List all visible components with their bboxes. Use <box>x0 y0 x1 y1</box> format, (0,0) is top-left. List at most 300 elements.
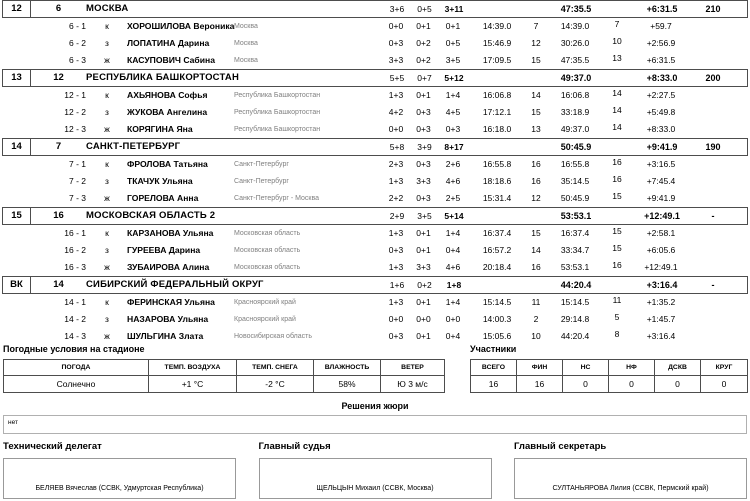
team-shoot1-cell: 1+6 <box>389 279 405 290</box>
participants-value-cell: 0 <box>563 376 609 392</box>
member-row <box>2 18 748 35</box>
member-bib-color-cell: ж <box>104 193 110 204</box>
member-shoot2-cell: 0+3 <box>416 107 431 118</box>
member-behind-cell: +3:16.4 <box>646 331 676 342</box>
member-leg-rank-cell: 14 <box>531 90 541 101</box>
team-points-cell: 190 <box>705 141 721 152</box>
member-name-cell: ФЕРИНСКАЯ Ульяна <box>127 297 215 308</box>
member-bib-color-cell: ж <box>104 55 110 66</box>
member-name-cell: ФРОЛОВА Татьяна <box>127 159 208 170</box>
member-name-cell: ЗУБАИРОВА Алина <box>127 262 210 273</box>
member-row <box>2 156 748 173</box>
team-shoot-total-cell: 5+14 <box>444 210 464 221</box>
member-cum-time-cell: 16:37.4 <box>560 228 590 239</box>
member-name-cell: КАСУПОВИЧ Сабина <box>127 55 215 66</box>
member-region-cell: Санкт-Петербург <box>234 178 289 185</box>
member-region-cell: Новосибирская область <box>234 333 312 340</box>
member-name-cell: КАРЗАНОВА Ульяна <box>127 228 214 239</box>
team-bib-cell: 12 <box>53 72 64 84</box>
member-behind-cell: +3:16.5 <box>646 159 676 170</box>
member-region-cell: Красноярский край <box>234 299 296 306</box>
team-members <box>2 225 748 276</box>
team-shoot-total-cell: 5+12 <box>444 72 464 83</box>
member-shoot-total-cell: 2+5 <box>445 193 461 204</box>
member-bib-color-cell: з <box>105 176 109 187</box>
member-shoot1-cell: 2+3 <box>388 159 404 170</box>
member-cum-time-cell: 33:34.7 <box>560 245 590 256</box>
team-block <box>2 0 748 69</box>
member-row <box>2 259 748 276</box>
participants-value-cell: 0 <box>609 376 655 392</box>
member-leg-rank-cell: 7 <box>533 21 539 32</box>
member-leg-time-cell: 16:37.4 <box>482 228 512 239</box>
member-leg-rank-cell: 13 <box>531 124 541 135</box>
member-cum-rank-cell: 7 <box>614 19 620 30</box>
team-members <box>2 87 748 138</box>
member-leg-rank-cell: 16 <box>531 262 541 273</box>
team-shoot-total-cell: 8+17 <box>444 141 464 152</box>
member-shoot2-cell: 0+2 <box>416 55 431 66</box>
member-leg-rank-cell: 11 <box>531 297 541 308</box>
member-id-cell: 12 - 3 <box>64 124 86 135</box>
member-bib-color-cell: з <box>105 245 109 256</box>
member-leg-rank-cell: 12 <box>531 38 541 49</box>
member-id-cell: 7 - 1 <box>68 159 86 170</box>
member-shoot1-cell: 0+0 <box>388 314 404 325</box>
member-shoot-total-cell: 0+4 <box>445 245 461 256</box>
member-behind-cell: +2:27.5 <box>646 90 676 101</box>
member-shoot2-cell: 0+1 <box>416 21 431 32</box>
member-id-cell: 7 - 2 <box>68 176 86 187</box>
team-behind-cell: +6:31.5 <box>646 3 678 14</box>
weather-table <box>3 359 445 393</box>
member-name-cell: ГОРЕЛОВА Анна <box>127 193 199 204</box>
official-block <box>514 441 747 499</box>
team-time-cell: 50:45.9 <box>560 141 592 152</box>
member-region-cell: Московская область <box>234 264 301 271</box>
member-behind-cell: +1:45.7 <box>646 314 676 325</box>
member-shoot-total-cell: 4+6 <box>445 262 461 273</box>
official-role: Главный судья <box>258 441 331 452</box>
member-behind-cell: +1:35.2 <box>646 297 676 308</box>
member-cum-rank-cell: 16 <box>612 157 622 168</box>
member-id-cell: 6 - 1 <box>68 21 86 32</box>
team-shoot2-cell: 0+2 <box>417 279 432 290</box>
member-leg-rank-cell: 15 <box>531 228 541 239</box>
team-time-cell: 53:53.1 <box>560 210 592 221</box>
participants-table <box>470 359 748 393</box>
participants-value-cell: 16 <box>517 376 563 392</box>
member-bib-color-cell: з <box>105 107 109 118</box>
member-cum-rank-cell: 15 <box>612 191 622 202</box>
member-shoot-total-cell: 2+6 <box>445 159 461 170</box>
weather-header-cell: ВЛАЖНОСТЬ <box>314 360 381 376</box>
member-row <box>2 242 748 259</box>
member-cum-time-cell: 35:14.5 <box>560 176 590 187</box>
member-name-cell: ЖУКОВА Ангелина <box>127 107 208 118</box>
team-block <box>2 276 748 345</box>
member-leg-time-cell: 15:05.6 <box>482 331 512 342</box>
member-leg-rank-cell: 15 <box>531 55 541 66</box>
participants-header-cell: НФ <box>609 360 655 376</box>
team-bib-cell: 14 <box>53 279 64 291</box>
member-shoot1-cell: 1+3 <box>388 90 404 101</box>
weather-value-cell: +1 °C <box>149 376 237 392</box>
member-shoot-total-cell: 4+6 <box>445 176 461 187</box>
member-cum-time-cell: 49:37.0 <box>560 124 590 135</box>
member-region-cell: Республика Башкортостан <box>234 109 321 116</box>
member-row <box>2 52 748 69</box>
member-shoot-total-cell: 1+4 <box>445 297 461 308</box>
official-role: Технический делегат <box>3 441 102 452</box>
member-shoot2-cell: 0+1 <box>416 245 431 256</box>
member-shoot1-cell: 2+2 <box>388 193 404 204</box>
member-cum-time-cell: 16:06.8 <box>560 90 590 101</box>
weather-value-cell: Ю 3 м/с <box>397 379 428 389</box>
participants-value-row <box>471 376 747 392</box>
team-members <box>2 294 748 345</box>
member-name-cell: ТКАЧУК Ульяна <box>127 176 193 187</box>
member-shoot1-cell: 0+3 <box>388 331 404 342</box>
weather-value-cell: 58% <box>314 376 381 392</box>
team-bib-cell: 16 <box>53 210 64 222</box>
officials-section <box>3 441 747 499</box>
member-bib-color-cell: ж <box>104 262 110 273</box>
participants-value-cell: 0 <box>721 379 727 389</box>
member-leg-rank-cell: 14 <box>531 245 541 256</box>
member-shoot-total-cell: 1+4 <box>445 90 461 101</box>
member-leg-rank-cell: 16 <box>531 159 541 170</box>
team-members <box>2 156 748 207</box>
member-cum-rank-cell: 14 <box>612 105 622 116</box>
participants-header-cell: ВСЕГО <box>471 360 517 376</box>
team-name-cell: СИБИРСКИЙ ФЕДЕРАЛЬНЫЙ ОКРУГ <box>86 279 264 291</box>
member-region-cell: Московская область <box>234 247 301 254</box>
member-shoot-total-cell: 4+5 <box>445 107 461 118</box>
participants-section <box>470 344 748 393</box>
weather-title: Погодные условия на стадионе <box>3 344 145 354</box>
member-bib-color-cell: з <box>105 38 109 49</box>
participants-header-cell: ДСКВ <box>655 360 701 376</box>
member-leg-time-cell: 16:57.2 <box>482 245 512 256</box>
member-behind-cell: +8:33.0 <box>646 124 676 135</box>
team-time-cell: 47:35.5 <box>560 3 592 14</box>
member-id-cell: 6 - 3 <box>68 55 86 66</box>
member-row <box>2 311 748 328</box>
results-table <box>2 0 748 345</box>
member-behind-cell: +7:45.4 <box>646 176 676 187</box>
member-bib-color-cell: к <box>105 21 109 32</box>
member-cum-rank-cell: 11 <box>612 295 622 306</box>
member-shoot2-cell: 0+1 <box>416 228 431 239</box>
member-bib-color-cell: ж <box>104 124 110 135</box>
member-cum-time-cell: 30:26.0 <box>560 38 590 49</box>
member-leg-time-cell: 14:00.3 <box>482 314 512 325</box>
jury-decision-text: нет <box>8 419 18 426</box>
team-shoot1-cell: 5+8 <box>389 141 405 152</box>
member-shoot1-cell: 0+3 <box>388 38 404 49</box>
member-id-cell: 16 - 1 <box>64 228 86 239</box>
member-leg-time-cell: 15:46.9 <box>482 38 512 49</box>
official-name: ЩЕЛЬЦЫН Михаил (ССВК, Москва) <box>316 485 434 492</box>
official-name: СУЛТАНЬЯРОВА Лилия (ССВК, Пермский край) <box>552 485 709 492</box>
team-header-row <box>2 0 748 18</box>
team-block <box>2 69 748 138</box>
member-shoot-total-cell: 0+5 <box>445 38 461 49</box>
member-id-cell: 6 - 2 <box>68 38 86 49</box>
member-shoot2-cell: 3+3 <box>416 176 431 187</box>
official-signature-box <box>259 458 492 499</box>
member-region-cell: Москва <box>234 23 258 30</box>
team-name-cell: САНКТ-ПЕТЕРБУРГ <box>86 141 181 153</box>
member-name-cell: ЛОПАТИНА Дарина <box>127 38 210 49</box>
team-rank-cell: 14 <box>3 139 31 155</box>
member-shoot1-cell: 0+3 <box>388 245 404 256</box>
member-row <box>2 190 748 207</box>
member-behind-cell: +5:49.8 <box>646 107 676 118</box>
member-cum-time-cell: 33:18.9 <box>560 107 590 118</box>
member-bib-color-cell: з <box>105 314 109 325</box>
team-points-cell: 200 <box>705 72 721 83</box>
member-leg-rank-cell: 16 <box>531 176 541 187</box>
weather-header-cell: ПОГОДА <box>4 360 149 376</box>
member-id-cell: 12 - 1 <box>64 90 86 101</box>
member-shoot1-cell: 3+3 <box>388 55 404 66</box>
jury-section <box>3 401 747 434</box>
team-shoot2-cell: 0+5 <box>417 3 432 14</box>
member-behind-cell: +2:56.9 <box>646 38 676 49</box>
member-bib-color-cell: к <box>105 228 109 239</box>
team-name-cell: МОСКВА <box>86 3 129 15</box>
member-leg-time-cell: 18:18.6 <box>482 176 512 187</box>
member-behind-cell: +6:31.5 <box>646 55 676 66</box>
team-header-row <box>2 207 748 225</box>
member-name-cell: НАЗАРОВА Ульяна <box>127 314 209 325</box>
member-cum-rank-cell: 15 <box>612 226 622 237</box>
member-shoot1-cell: 4+2 <box>388 107 404 118</box>
member-cum-rank-cell: 16 <box>612 174 622 185</box>
team-shoot1-cell: 3+6 <box>389 3 405 14</box>
participants-header-cell: ФИН <box>517 360 563 376</box>
member-behind-cell: +9:41.9 <box>646 193 676 204</box>
member-leg-rank-cell: 15 <box>531 107 541 118</box>
team-time-cell: 49:37.0 <box>560 72 592 83</box>
member-shoot-total-cell: 3+5 <box>445 55 461 66</box>
team-block <box>2 207 748 276</box>
member-cum-rank-cell: 15 <box>612 243 622 254</box>
official-signature-box <box>3 458 236 499</box>
member-id-cell: 14 - 1 <box>64 297 86 308</box>
team-time-cell: 44:20.4 <box>560 279 592 290</box>
member-id-cell: 7 - 3 <box>68 193 86 204</box>
team-rank-cell: 12 <box>3 1 31 17</box>
team-behind-cell: +3:16.4 <box>646 279 678 290</box>
member-bib-color-cell: к <box>105 159 109 170</box>
team-block <box>2 138 748 207</box>
member-bib-color-cell: ж <box>104 331 110 342</box>
member-behind-cell: +12:49.1 <box>644 262 678 273</box>
member-shoot-total-cell: 0+1 <box>445 21 461 32</box>
member-leg-time-cell: 15:31.4 <box>482 193 512 204</box>
team-header-row <box>2 138 748 156</box>
member-cum-time-cell: 50:45.9 <box>560 193 590 204</box>
member-cum-rank-cell: 5 <box>614 312 620 323</box>
member-leg-time-cell: 20:18.4 <box>482 262 512 273</box>
member-leg-time-cell: 16:18.0 <box>482 124 512 135</box>
team-header-row <box>2 276 748 294</box>
member-cum-time-cell: 44:20.4 <box>560 331 590 342</box>
member-cum-rank-cell: 10 <box>612 36 622 47</box>
participants-value-cell: 16 <box>471 376 517 392</box>
team-behind-cell: +8:33.0 <box>646 72 678 83</box>
member-bib-color-cell: к <box>105 90 109 101</box>
member-id-cell: 14 - 2 <box>64 314 86 325</box>
weather-header-cell: ТЕМП. СНЕГА <box>237 360 314 376</box>
participants-header-row <box>471 360 747 376</box>
member-leg-rank-cell: 10 <box>531 331 541 342</box>
member-shoot1-cell: 0+0 <box>388 21 404 32</box>
member-cum-time-cell: 53:53.1 <box>560 262 590 273</box>
participants-value-cell: 0 <box>655 376 701 392</box>
weather-section <box>3 344 445 393</box>
weather-header-cell: ВЕТЕР <box>381 360 444 376</box>
jury-title: Решения жюри <box>341 401 409 411</box>
member-cum-rank-cell: 8 <box>614 329 620 340</box>
member-shoot2-cell: 0+0 <box>416 314 431 325</box>
member-row <box>2 173 748 190</box>
member-shoot2-cell: 0+3 <box>416 193 431 204</box>
member-cum-time-cell: 29:14.8 <box>560 314 590 325</box>
member-row <box>2 35 748 52</box>
member-shoot2-cell: 3+3 <box>416 262 431 273</box>
member-id-cell: 16 - 2 <box>64 245 86 256</box>
team-shoot2-cell: 3+9 <box>417 141 432 152</box>
participants-header-cell: НС <box>563 360 609 376</box>
team-name-cell: МОСКОВСКАЯ ОБЛАСТЬ 2 <box>86 210 216 222</box>
member-cum-rank-cell: 14 <box>612 122 622 133</box>
member-cum-time-cell: 16:55.8 <box>560 159 590 170</box>
member-leg-rank-cell: 12 <box>531 193 541 204</box>
member-shoot-total-cell: 1+4 <box>445 228 461 239</box>
team-bib-cell: 7 <box>55 141 62 153</box>
member-name-cell: АХЬЯНОВА Софья <box>127 90 208 101</box>
participants-header-cell: КРУГ <box>701 360 747 376</box>
member-id-cell: 12 - 2 <box>64 107 86 118</box>
official-role: Главный секретарь <box>514 441 607 452</box>
member-leg-time-cell: 16:06.8 <box>482 90 512 101</box>
member-cum-rank-cell: 16 <box>612 260 622 271</box>
team-members <box>2 18 748 69</box>
official-signature-box <box>514 458 747 499</box>
team-header-row <box>2 69 748 87</box>
team-shoot1-cell: 5+5 <box>389 72 405 83</box>
member-shoot-total-cell: 0+0 <box>445 314 461 325</box>
team-shoot2-cell: 0+7 <box>417 72 432 83</box>
member-cum-time-cell: 15:14.5 <box>560 297 590 308</box>
official-block <box>259 441 492 499</box>
member-cum-time-cell: 47:35.5 <box>560 55 590 66</box>
member-bib-color-cell: к <box>105 297 109 308</box>
member-leg-time-cell: 16:55.8 <box>482 159 512 170</box>
member-row <box>2 87 748 104</box>
team-points-cell: 210 <box>705 3 721 14</box>
member-name-cell: ХОРОШИЛОВА Вероника <box>127 21 235 32</box>
member-shoot-total-cell: 0+3 <box>445 124 461 135</box>
member-shoot1-cell: 0+0 <box>388 124 404 135</box>
member-leg-rank-cell: 2 <box>533 314 539 325</box>
jury-decision-box <box>3 415 747 434</box>
member-cum-time-cell: 14:39.0 <box>560 21 590 32</box>
weather-value-cell: Солнечно <box>4 376 149 392</box>
member-row <box>2 121 748 138</box>
member-leg-time-cell: 15:14.5 <box>482 297 512 308</box>
member-leg-time-cell: 14:39.0 <box>482 21 512 32</box>
member-region-cell: Санкт-Петербург - Москва <box>234 195 320 202</box>
member-row <box>2 294 748 311</box>
member-region-cell: Москва <box>234 57 258 64</box>
member-shoot2-cell: 0+1 <box>416 297 431 308</box>
member-shoot2-cell: 0+3 <box>416 124 431 135</box>
member-leg-time-cell: 17:09.5 <box>482 55 512 66</box>
weather-header-cell: ТЕМП. ВОЗДУХА <box>149 360 237 376</box>
team-shoot-total-cell: 1+8 <box>446 279 462 290</box>
member-cum-rank-cell: 14 <box>612 88 622 99</box>
team-behind-cell: +9:41.9 <box>646 141 678 152</box>
team-shoot2-cell: 3+5 <box>417 210 432 221</box>
member-shoot1-cell: 1+3 <box>388 228 404 239</box>
member-shoot-total-cell: 0+4 <box>445 331 461 342</box>
team-shoot1-cell: 2+9 <box>389 210 405 221</box>
member-region-cell: Республика Башкортостан <box>234 92 321 99</box>
participants-title: Участники <box>470 344 517 354</box>
member-id-cell: 16 - 3 <box>64 262 86 273</box>
weather-value-row <box>4 376 444 392</box>
team-rank-cell: 13 <box>3 70 31 86</box>
member-region-cell: Санкт-Петербург <box>234 161 289 168</box>
member-name-cell: ШУЛЬГИНА Злата <box>127 331 204 342</box>
official-name: БЕЛЯЕВ Вячеслав (ССВК, Удмуртская Республика) <box>35 485 204 492</box>
weather-value-cell: -2 °C <box>237 376 314 392</box>
member-shoot2-cell: 0+2 <box>416 38 431 49</box>
member-shoot1-cell: 1+3 <box>388 176 404 187</box>
member-shoot1-cell: 1+3 <box>388 262 404 273</box>
member-id-cell: 14 - 3 <box>64 331 86 342</box>
member-row <box>2 328 748 345</box>
member-shoot2-cell: 0+1 <box>416 90 431 101</box>
team-rank-cell: 15 <box>3 208 31 224</box>
member-behind-cell: +2:58.1 <box>646 228 676 239</box>
member-region-cell: Московская область <box>234 230 301 237</box>
team-points-cell: - <box>711 279 715 290</box>
team-points-cell: - <box>711 210 715 221</box>
team-name-cell: РЕСПУБЛИКА БАШКОРТОСТАН <box>86 72 240 84</box>
member-region-cell: Республика Башкортостан <box>234 126 321 133</box>
member-shoot1-cell: 1+3 <box>388 297 404 308</box>
member-region-cell: Красноярский край <box>234 316 296 323</box>
member-leg-time-cell: 17:12.1 <box>482 107 512 118</box>
member-name-cell: ГУРЕЕВА Дарина <box>127 245 201 256</box>
official-block <box>3 441 236 499</box>
member-shoot2-cell: 0+3 <box>416 159 431 170</box>
member-row <box>2 104 748 121</box>
weather-header-row <box>4 360 444 376</box>
member-behind-cell: +59.7 <box>650 21 672 32</box>
member-cum-rank-cell: 13 <box>612 53 622 64</box>
team-behind-cell: +12:49.1 <box>644 210 680 221</box>
member-behind-cell: +6:05.6 <box>646 245 676 256</box>
member-row <box>2 225 748 242</box>
team-rank-cell: ВК <box>3 277 31 293</box>
